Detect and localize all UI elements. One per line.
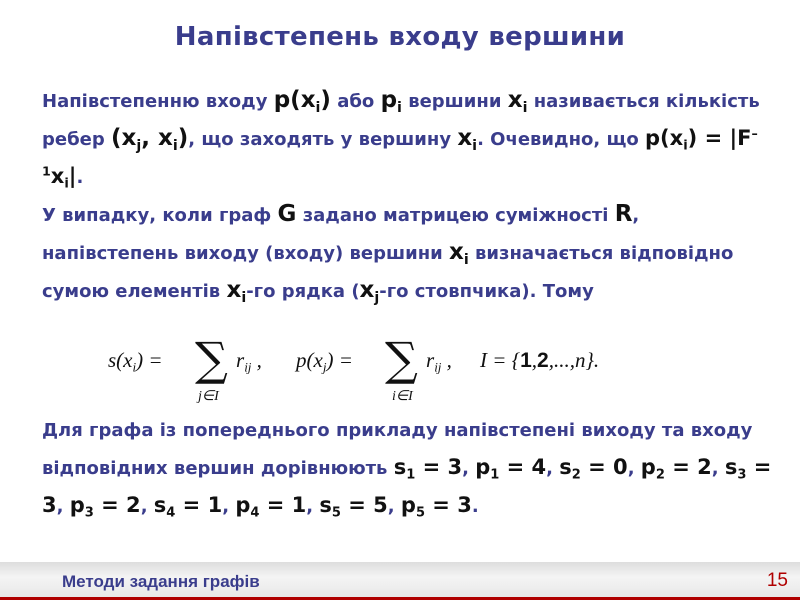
degree-value: $s_5 = 5$ [319, 493, 388, 521]
page-number: 15 [766, 570, 788, 591]
degree-formula [108, 332, 668, 410]
degree-value: $s_3 = 3$ [42, 455, 772, 517]
degree-value: $s_2 = 0$ [559, 455, 628, 483]
definition-paragraph: Напівстепенню входу $p(x_i)$ або $p_i$ вершини $x_i$ називається кількість ребер ($x_j$, $x_i$), що заходять у вершину $x_i$. Очевидно, що $p(x_i) = |F^{-1}x_i|$. У випадку, коли граф G задано матрицею суміжності R, напівстепень виходу (входу) вершини $x_i$ визначається відповідно сумою елементів $x_i-го$ рядка ($x_j-го$ стовпчика). Тому [42, 87, 760, 306]
sum-limit-2: i∈I [392, 389, 413, 404]
text: вершини [401, 91, 508, 112]
text: -го стовпчика). Тому [379, 281, 594, 302]
formula-r-1: $r_{ij}$ , [236, 348, 262, 375]
text: задано матрицею суміжності [296, 205, 615, 226]
formula-r-2: $r_{ij}$ , [426, 348, 452, 375]
text: У випадку, коли граф [42, 205, 278, 226]
formula-index-set: I = {1,2,...,n}. [480, 348, 600, 372]
sum-limit-1: j∈I [198, 389, 219, 404]
math-x: $x_i$ [507, 87, 528, 116]
text: визначається відповідно сумою елементів [42, 243, 734, 302]
separator: , [627, 458, 641, 479]
text: називається кількість ребер [42, 91, 760, 150]
footer-title: Методи задання графів [62, 572, 260, 591]
degree-value: $p_2 = 2$ [640, 455, 712, 483]
separator: , [546, 458, 560, 479]
math-p2: $p_i$ [380, 87, 402, 116]
sigma-1: ∑ [195, 332, 228, 386]
degree-value: $p_3 = 2$ [69, 493, 141, 521]
text: . Очевидно, що [477, 129, 646, 150]
math-R: R [614, 201, 633, 227]
separator: , [306, 496, 320, 517]
separator: , [387, 496, 401, 517]
formula-s-lhs: $s(x_i)$ = [108, 348, 163, 375]
math-x2: $x_i$ [457, 125, 478, 154]
separator: , [56, 496, 70, 517]
separator: , [140, 496, 154, 517]
degree-value: $s_1 = 3$ [393, 455, 463, 483]
degree-value: $p_5 = 3$ [400, 493, 472, 521]
math-xj: $x_j$ [359, 277, 380, 306]
slide-title: Напівстепень входу вершини [174, 22, 626, 52]
formula-p-lhs: $p(x_j)$ = [296, 348, 353, 375]
math-x3: $x_i$ [449, 239, 469, 268]
math-x4: $x_i$ [226, 277, 247, 306]
degree-value: $s_4 = 1$ [153, 493, 223, 521]
sigma-2: ∑ [385, 332, 418, 386]
math-p: $p(x_i)$ [273, 87, 331, 116]
example-paragraph: Для графа із попереднього прикладу напівстепені виходу та входу відповідних вершин дорівнюють $s_1 = 3$, $p_1 = 4$, $s_2 = 0$, $p_2 = 2$, $s_3 = 3$, $p_3 = 2$, $s_4 = 1$, $p_4 = 1$, $s_5 = 5$, $p_5 = 3$. [42, 420, 772, 521]
text: , напівстепень виходу (входу) вершини [42, 205, 640, 264]
math-edge: ($x_j$, $x_i$) [111, 125, 189, 154]
math-G: G [277, 201, 297, 227]
text: або [330, 91, 381, 112]
separator: , [462, 458, 476, 479]
math-identity: $p(x_i) = |F^{-1}x_i|$ [42, 125, 758, 192]
degree-value: $p_4 = 1$ [235, 493, 307, 521]
text: Для графа із попереднього прикладу напівстепені виходу та входу відповідних вершин дорівнюють [42, 420, 753, 479]
separator: , [222, 496, 236, 517]
degree-value: $p_1 = 4$ [475, 455, 547, 483]
text: Напівстепенню входу [42, 91, 274, 112]
separator: , [711, 458, 725, 479]
text: -го рядка ( [246, 281, 360, 302]
text: , що заходять у вершину [188, 129, 458, 150]
